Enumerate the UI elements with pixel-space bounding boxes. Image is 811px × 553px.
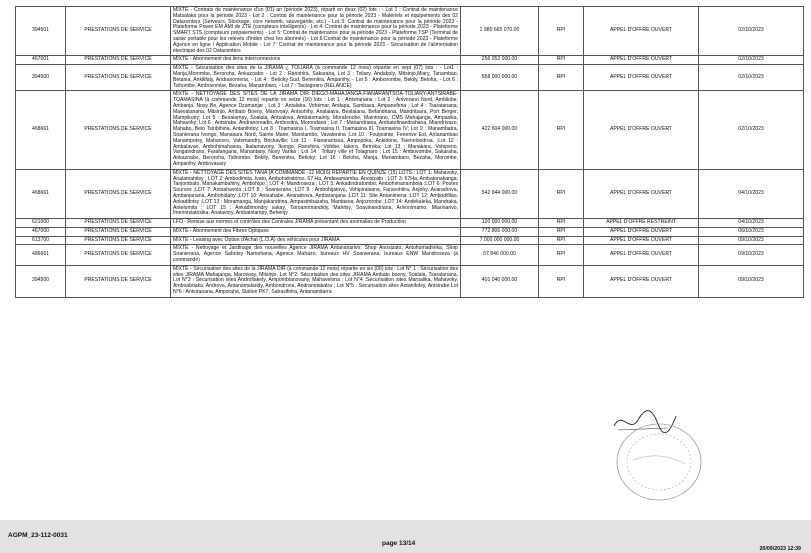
row-type: PRESTATIONS DE SERVICE [66,169,171,218]
row-procurement-mode: APPEL D'OFFRE OUVERT [584,91,699,169]
row-type: PRESTATIONS DE SERVICE [66,56,171,65]
procurement-table [15,6,804,298]
row-procurement-mode: APPEL D'OFFRE OUVERT [584,227,699,236]
table-row [16,265,804,297]
official-stamp [613,420,705,504]
row-amount: 401 040 000.00 [461,265,539,297]
row-currency: RPI [539,245,584,265]
row-code: 486661 [16,245,66,265]
row-code: 467001 [16,56,66,65]
table-row [16,169,804,218]
row-description: MIXTE - Sécurisation des sites de la JIRAMA ¿ TOLIARA (à commande 12 mois) répartie en sept (07) lots : - Lot1 : Manja,Morombe, Beroroha, Ankazoabo - Lot 2 : Ranohira, Sakaraha, Lot 3 : Toliary, Andaboly, Mitsinjo,Miary, Tanambao, Betania, Ankilifaly, Andranomena, - Lot 4 : Betioky Sud, Benenitra, Ampanihy, - Lot 5 : Ambovombe, Bekily, Beloha, - Lot 6 : Tsihombe, Ambovombe, Bezaha, Manambaro, - Lot 7 : Taolagnaro (RELANCE) [171,65,461,91]
row-amount: 57 846 000.00 [461,245,539,265]
row-currency: RPI [539,169,584,218]
table-row [16,56,804,65]
table-row [16,236,804,245]
row-type: PRESTATIONS DE SERVICE [66,219,171,228]
row-procurement-mode: APPEL D'OFFRE OUVERT [584,245,699,265]
row-amount: 422 604 000.00 [461,91,539,169]
row-amount: 542 844 000.00 [461,169,539,218]
row-date: 04/10/2023 [699,219,804,228]
row-procurement-mode: APPEL D'OFFRE OUVERT [584,236,699,245]
page-footer [0,520,811,553]
row-date: 09/10/2023 [699,236,804,245]
row-currency: RPI [539,227,584,236]
row-date: 04/10/2023 [699,169,804,218]
row-procurement-mode: APPEL D'OFFRE OUVERT [584,7,699,56]
row-code: 394500 [16,65,66,91]
table-row [16,245,804,265]
table-row [16,219,804,228]
row-type: PRESTATIONS DE SERVICE [66,7,171,56]
row-type: PRESTATIONS DE SERVICE [66,245,171,265]
row-description: MIXTE - Sécurisation des sites de la JIRAMA DIR (à commande 12 mois) répartie en six (06) lots : Lot N° 1 : Sécurisation des sites JIRAMA Mahajanga, Marovoay, Mitsinjo, Lot N°2: Sécurisation des sites JIRAMA Ambato boeny, Soalala, Tsaratanana, Lot N°3 : Sécurisation sites Androfiakely, Ampombianovany, Mahavelona ; Lot N°4 :Sécurisation sites Maroalika, Mahavoky, Amboaboaka, Androva, Antanamalandy, Ambondrona, Andranotakatra ; Lot N°5 : Sécurisation sites Antanifotsy, Antsirabe Lot N°6 : Antsiranana, Amporaha, Station PK7, Sahasifotra, Antanamitarra [171,265,461,297]
row-currency: RPI [539,65,584,91]
row-date: 09/10/2023 [699,245,804,265]
row-code: 613700 [16,236,66,245]
table-row [16,65,804,91]
row-date: 02/10/2023 [699,56,804,65]
row-code: 394500 [16,265,66,297]
row-code: 467000 [16,227,66,236]
row-description: MIXTE - Abonnement des liens interconnexions [171,56,461,65]
page-number: page 13/14 [382,540,416,547]
row-description: MIXTE - Nettoyage et Jardinage des nouvelles Agence JIRAMA Antananarivo: Shop Anosizato, Antohomadinika, Shop Soanierana, Agence Sabotsy Namehana, Agence Mahazo, bureaux HV Soanierana, bureaux ENW Mandroseza (à commande) [171,245,461,265]
row-type: PRESTATIONS DE SERVICE [66,265,171,297]
row-currency: RPI [539,56,584,65]
row-date: 06/10/2023 [699,227,804,236]
row-description: MIXTE - Leasing avec Option d'Achat (L.O.A) des véhicules pour JIRAMA [171,236,461,245]
row-currency: RPI [539,236,584,245]
row-type: PRESTATIONS DE SERVICE [66,91,171,169]
row-procurement-mode: APPEL D'OFFRE OUVERT [584,56,699,65]
row-procurement-mode: APPEL D'OFFRE OUVERT [584,65,699,91]
row-description: MIXTE - NETTOYAGE DES SITES DE LA JIRAMA DIR DIEGO-MAHAJANGA-FIANARANTSOA-TOLIARY-ANTSIRABE-TOAMASINA (à commande 12 mois) repartie en seize (16) lots : Lot 1 : Antsiranana ; Lot 2 : Anivorano Nord, Ambilobe, Ambanja, Nosy Be, Agence Dzamanjar ; Lot 3 : Antalaha, Vohémar, Andapa, Sambava, Ampanefena ; Lot 4 : Tsaratanana, Maevatanana, Mitsinjo, Ambato Boeny, Marovoay, Antsohihy, Analalava, Bealalana, Befandriana, Mandritsara, Port Berger, Mampikony; Lot 5 : Besalampy, Soalala, Antsalova, Ambatomainty, Morafenobe, Maintirano, CMS Mahajanga, Ampasika, Mahavoky; Lot 6 : Antsirabe, Andranomadio, Ambositra, Morondava ; Lot 7 : Manandriana, Ambatofinandrahana, Miandrivazo, Mahabo, Belo Tsiribihina, Antanifotsy; Lot 8 : Toamasina I, Toamasina II, Toamasina III, Toamasina IV; Lot 9 : Manambatra, Soanierana Ivongo, Manasara Nord, Sainte Marie, Marolambo, Vavatenina ;Lot 10 : Foulpointe, Fenerive Est, Antanambao Manampotsy, Mahanoro, Vatomandry, Brickaville; Lot 11 : Fianarantsoa, Ampopoka, Ankidona, Tsienolondroa, ;Lot 12 : Ambalavao, Ambohimahasoa, Ikalamavony, Ikongo, Ranohira, Vohibe, Iakora, Betroka; Lot 13 : Manakara, Vohipeno, Vangaindrano, Farafangana, Manantany, Nosy Varika ; Lot 14 : Toliary ville et Tolagnaro ; Lot 15 : Ambovombe, Sakaraha, Ankazoabo, Beroroha, Tsihombe, Bekily, Benenitra, Betioky; Lot 16 : Beloha, Manja, Manambaro, Bezaha, Morombe, Ampanihy, Ambovasary [171,91,461,169]
row-amount: 1 980 665 070.00 [461,7,539,56]
document-reference: AGPM_23-112-0031 [8,532,68,539]
row-amount: 558 000 000.00 [461,65,539,91]
row-currency: RPI [539,7,584,56]
table-row [16,227,804,236]
row-currency: RPI [539,219,584,228]
row-date: 02/10/2023 [699,65,804,91]
row-type: PRESTATIONS DE SERVICE [66,227,171,236]
row-code: 468661 [16,169,66,218]
row-currency: RPI [539,91,584,169]
row-procurement-mode: APPEL D'OFFRE OUVERT [584,169,699,218]
row-code: 468661 [16,91,66,169]
row-description: MIXTE - NETTOYAGE DES SITES TANA (A COMMANDE -12 MOIS) REPARTIE EN QUINZE (15) LOTS : LOT 1: Mahavoky, Analamahitsy ; LOT 2: Ambodimita, Ivato, Ambohidratrimo, 67 Ha, Andavamamba, Anosizato ; LOT 3: 67Ha, Ambatonakanga, Tanjombato, Manakambahiny, Ambohipo ; LOT 4: Mandroseza ; LOT 5: Ankadindratombo, Ambohimanambola ;LOT 6: Postes Sources ;LOT 7: Antsahavola ;LOT 8 : Soanierana ;LOT 9 : Ambohijatovo, Vohipiraisana, Faravohitra, Anjohy, Avaradrova, Ambanjanana, Ambohidahy ;LOT 10: Antsahabe, Avaradrova, Ambaranjana ;LOT 11: Site Antanimena ;LOT 12: Ambodifilao, Ankadifotsy ;LOT 13 : Moramanga, Manjakandrina, Ampasimbazaha, Mantasoa, Anjozorobe ;LOT 14: Andekaleka, Mandraka, Antelomita ; LOT 15 : Ankadimondry sakay, Tsiroanomandidy, Mahitsy, Soavinandriana, Arivonimamo, Miarinarivo, Imerintsiatosika, Analavory, Ambatolampy, Behenjy [171,169,461,218]
row-description: MIXTE - Contrats de maintenance d'un (01) an (période 2023), réparti en deux (02) lots : - Lot 1 : Contrat de maintenance Matsalaka pour la période 2023 - Lot 2 : Contrat de maintenance pour la période 2023 - Matériels et équipements des 02 Datacenters (Serveurs, Stockage, core network, sauvegarde, etc.) - Lot 3: Contrat de maintenance pour la période 2023 - Plateforme Power EM AMI de ZTE (compteurs intelligents) - Lot 4: Contrat de maintenance pour la période 2023 - Plateforme SMART STS (compteurs prépaiements) - Lot 5: Contrat de maintenance pour la période 2023 - Plateforme TSP (Terminal de saisie portable pour les relevés d'index chez les abonnés) - Lot 6:Contrat de maintenance pour la période 2023 - Plateforme Agence en ligne / Application Mobile - Lot 7: Contrat de maintenance pour la période 2023 - Sécurisation de l'alimentation électrique des 02 Datacenters [171,7,461,56]
row-description: LFO - Remise aux normes et contrôles des Centrales JIRAMA présentant des anomalies de Production [171,219,461,228]
print-timestamp: 20/09/2023 12:39 [759,546,801,552]
row-code: 394501 [16,7,66,56]
row-procurement-mode: APPEL D'OFFRE RESTREINT [584,219,699,228]
row-amount: 7 000 000 000.00 [461,236,539,245]
row-type: PRESTATIONS DE SERVICE [66,65,171,91]
row-amount: 772 806 000.00 [461,227,539,236]
row-amount: 120 000 000.00 [461,219,539,228]
row-procurement-mode: APPEL D'OFFRE OUVERT [584,265,699,297]
row-amount: 256 052 000.00 [461,56,539,65]
table-row [16,7,804,56]
row-date: 02/10/2023 [699,91,804,169]
row-currency: RPI [539,265,584,297]
row-type: PRESTATIONS DE SERVICE [66,236,171,245]
row-date: 02/10/2023 [699,7,804,56]
row-code: 621000 [16,219,66,228]
row-description: MIXTE - Abonnement des Fibres Optiques [171,227,461,236]
table-row [16,91,804,169]
row-date: 09/10/2023 [699,265,804,297]
